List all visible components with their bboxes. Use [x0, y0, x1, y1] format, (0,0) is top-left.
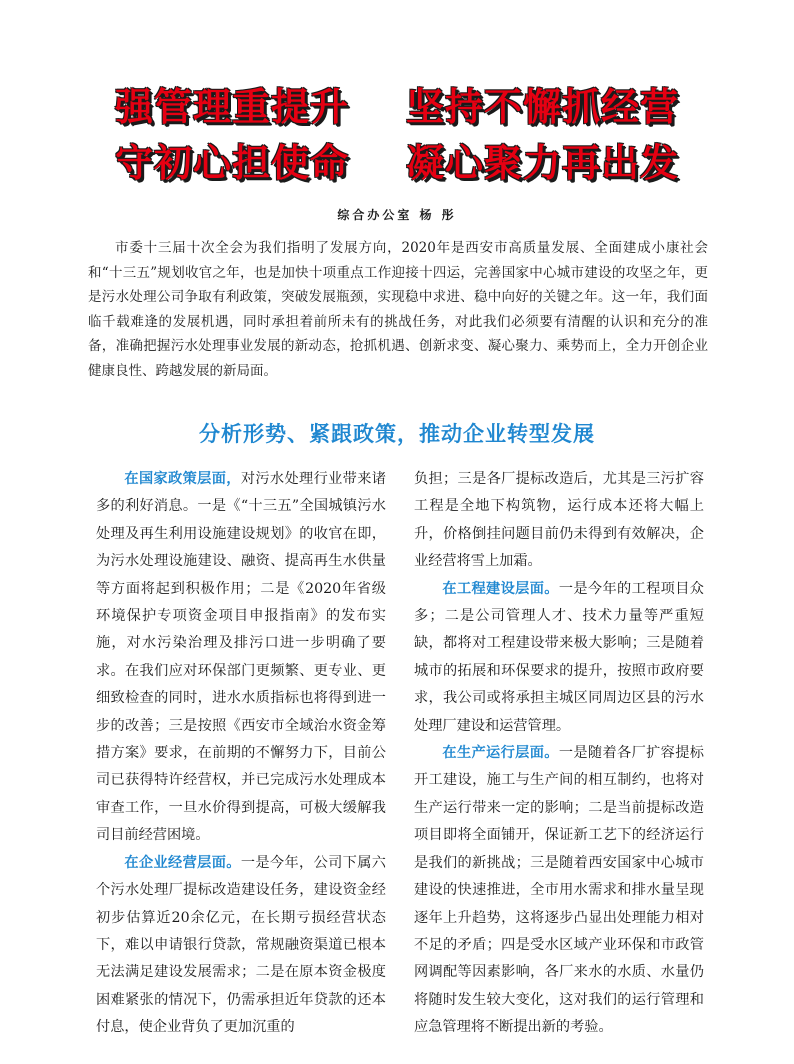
- left-column: [96, 466, 386, 1042]
- text-production: 一是随着各厂扩容提标开工建设，施工与生产间的相互制约，也将对生产运行带来一定的影响；二是当前提标改造项目即将全面铺开，保证新工艺下的经济运行是我们的新挑战；三是随着西安国家中心城市建设的快速推进，全市用水需求和排水量呈现逐年上升趋势，这将逐步凸显出处理能力相对不足的矛盾；四是受水区域产业环保和市政管网调配等因素影响，各厂来水的水质、水量仍将随时发生较大变化，这对我们的运行管理和应急管理将不断提出新的考验。: [414, 745, 704, 1036]
- section-title: 分析形势、紧跟政策，推动企业转型发展: [199, 422, 595, 446]
- lead-production: 在生产运行层面。: [442, 745, 559, 762]
- headline-line-1: 强管理重提升 坚持不懈抓经营: [115, 85, 679, 129]
- text-national-policy: 对污水处理行业带来诸多的利好消息。一是《“十三五”全国城镇污水处理及再生利用设施建设规划》的收官在即，为污水处理设施建设、融资、提高再生水供量等方面将起到积极作用；二是《2020年省级环境保护专项资金项目申报指南》的发布实施，对水污染治理及排污口进一步明确了要求。在我们应对环保部门更频繁、更专业、更细致检查的同时，进水水质指标也将得到进一步的改善；三是按照《西安市全域治水资金筹措方案》要求，在前期的不懈努力下，目前公司已获得特许经营权，并已完成污水处理成本审查工作，一旦水价得到提高，可极大缓解我司目前经营困境。: [96, 471, 386, 844]
- paragraph-continuation: [414, 466, 704, 576]
- headline-line-2: 守初心担使命 凝心聚力再出发: [115, 141, 679, 185]
- lead-national-policy: 在国家政策层面，: [124, 471, 241, 487]
- paragraph-engineering: [414, 576, 704, 740]
- paragraph-national-policy: [96, 466, 386, 850]
- paragraph-business-operation: [96, 850, 386, 1042]
- right-column: [414, 466, 704, 1042]
- lead-engineering: 在工程建设层面。: [442, 580, 559, 597]
- byline: 综合办公室 杨 彤: [337, 208, 457, 222]
- lead-business-operation: 在企业经营层面。: [124, 854, 241, 871]
- text-business-operation: 一是今年，公司下属六个污水处理厂提标改造建设任务，建设资金经初步估算近20余亿元，在长期亏损经营状态下，难以申请银行贷款，常规融资渠道已根本无法满足建设发展需求；二是在原本资金极度困难紧张的情况下，仍需承担近年贷款的还本付息，使企业背负了更加沉重的: [96, 854, 386, 1036]
- intro-paragraph: 市委十三届十次全会为我们指明了发展方向，2020年是西安市高质量发展、全面建成小康社会和“十三五”规划收官之年，也是加快十项重点工作迎接十四运，完善国家中心城市建设的攻坚之年，更是污水处理公司争取有利政策，突破发展瓶颈，实现稳中求进、稳中向好的关键之年。这一年，我们面临千载难逢的发展机遇，同时承担着前所未有的挑战任务，对此我们必须要有清醒的认识和充分的准备，准确把握污水处理事业发展的新动态，抢抓机遇、创新求变、凝心聚力、乘势而上，全力开创企业健康良性、跨越发展的新局面。: [88, 240, 708, 379]
- paragraph-production: [414, 740, 704, 1041]
- text-engineering: 一是今年的工程项目众多；二是公司管理人才、技术力量等严重短缺，都将对工程建设带来极大影响；三是随着城市的拓展和环保要求的提升，按照市政府要求，我公司或将承担主城区同周边区县的污水处理厂建设和运营管理。: [414, 580, 704, 734]
- text-continuation: 负担；三是各厂提标改造后，尤其是三污扩容工程是全地下构筑物，运行成本还将大幅上升，价格倒挂问题目前仍未得到有效解决，企业经营将雪上加霜。: [414, 471, 704, 570]
